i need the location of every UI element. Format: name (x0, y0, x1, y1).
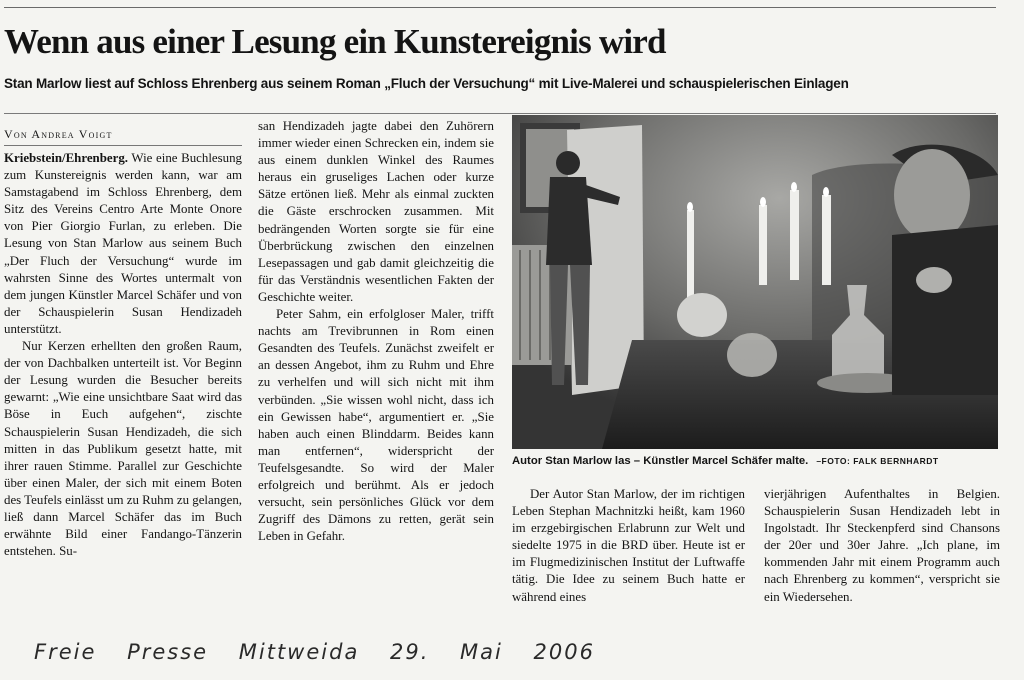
paragraph-text: Wie eine Buchlesung zum Kunstereignis werden kann, war am Samstagabend im Schloss Ehrenberg, dem Sitz des Vereins Centro Arte Monte Onore von Pier Giorgio Furlan, zu erleben. Die Lesung von Stan Marlow aus seinem Buch „Der Fluch der Versuchung“ wurde im wahrsten Sinne des Wortes untermalt von dem jungen Künstler Marcel Schäfer und von der Schauspielerin Susan Hendizadeh unterstützt. (4, 151, 242, 336)
headline-rule (4, 113, 996, 114)
article-headline: Wenn aus einer Lesung ein Kunstereignis wird (4, 22, 666, 61)
byline-rule (4, 145, 242, 146)
article-photo (512, 115, 998, 449)
author-byline: Von Andrea Voigt (4, 127, 113, 141)
paragraph: Der Autor Stan Marlow, der im richtigen Leben Stephan Machnitzki heißt, kam 1960 im erzgebirgischen Erlabrunn zur Welt und siedelte 1975 in die BRD über. Heute ist er im Flugmedizinischen Institut der Luftwaffe tätig. Die Idee zu seinem Buch hatte er während eines (512, 487, 745, 604)
top-rule (4, 7, 996, 8)
paragraph (4, 150, 242, 338)
photo-credit: –FOTO: FALK BERNHARDT (816, 456, 939, 466)
text-column-4 (764, 486, 1000, 606)
paragraph: Peter Sahm, ein erfolgloser Maler, trifft nachts am Trevibrunnen in Rom einen Gesandten des Teufels. Zunächst zweifelt er an dessen Angebot, ihm zu Ruhm und Ehre zu verhelfen und will sich nicht mit ihm verbünden. „Sie wissen wohl nicht, dass ich ein Gewissen habe“, argumentiert er. „Sie haben auch einen Blinddarm. Beides kann man entfernen“, widerspricht der Teufelsgesandte. So wird der Maler erfolgreich und berühmt. Als er jedoch versucht, sein persönliches Glück vor dem Zugriff des Dämons zu retten, gerät sein Leben in Gefahr. (258, 307, 494, 544)
paragraph: san Hendizadeh jagte dabei den Zuhörern immer wieder einen Schrecken ein, indem sie aus einem dunklen Winkel des Raumes heraus ein gruseliges Lachen oder kurze Sätze ertönen ließ. Mehr als einmal zuckten die Gäste erschrocken zusammen. Mit bedrängenden Worten sorgte sie für eine Überbrückung zwischen den einzelnen Lesepassagen und gab damit gleichzeitig die für das Verständnis wesentlichen Fakten der Geschichte weiter. (258, 119, 494, 304)
text-column-1 (4, 150, 242, 560)
article-subheadline: Stan Marlow liest auf Schloss Ehrenberg aus seinem Roman „Fluch der Versuchung“ mit Live-Malerei und schauspielerischen Einlagen (4, 76, 849, 91)
paragraph: Nur Kerzen erhellten den großen Raum, der von Dachbalken unterteilt ist. Vor Beginn der Lesung wurden die Besucher bereits gewarnt: „Wie eine unsichtbare Saat wird das Böse in Euch aufgehen“, zischte Schauspielerin Susan Hendizadeh, die sich mitten in das Publikum gesetzt hatte, mit ihrer rauen Stimme. Parallel zur Geschichte über einen Maler, der sich mit einem Boten des Teufels einlässt um zu Ruhm zu gelangen, ließ dann Marcel Schäfer das im Buch erwähnte Bild einer Fandango-Tänzerin entstehen. Su- (4, 339, 242, 559)
dateline: Kriebstein/Ehrenberg. (4, 151, 129, 165)
glass-bowl (727, 333, 777, 377)
skull (677, 293, 727, 337)
photo-caption (512, 455, 998, 467)
handwritten-source-note: Freie Presse Mittweida 29. Mai 2006 (34, 640, 595, 664)
text-column-3 (512, 486, 745, 606)
photo-scene (512, 115, 998, 449)
caption-text: Autor Stan Marlow las – Künstler Marcel Schäfer malte. (512, 455, 809, 467)
paragraph: vierjährigen Aufenthaltes in Belgien. Schauspielerin Susan Hendizadeh lebt in Ingolstadt. Ihr Steckenpferd sind Chansons der 20er und 30er Jahre. „Ich plane, im kommenden Jahr mit einem Programm auch nach Ehrenberg zu kommen“, verspricht sie ein Wiedersehen. (764, 487, 1000, 604)
text-column-2 (258, 118, 494, 545)
